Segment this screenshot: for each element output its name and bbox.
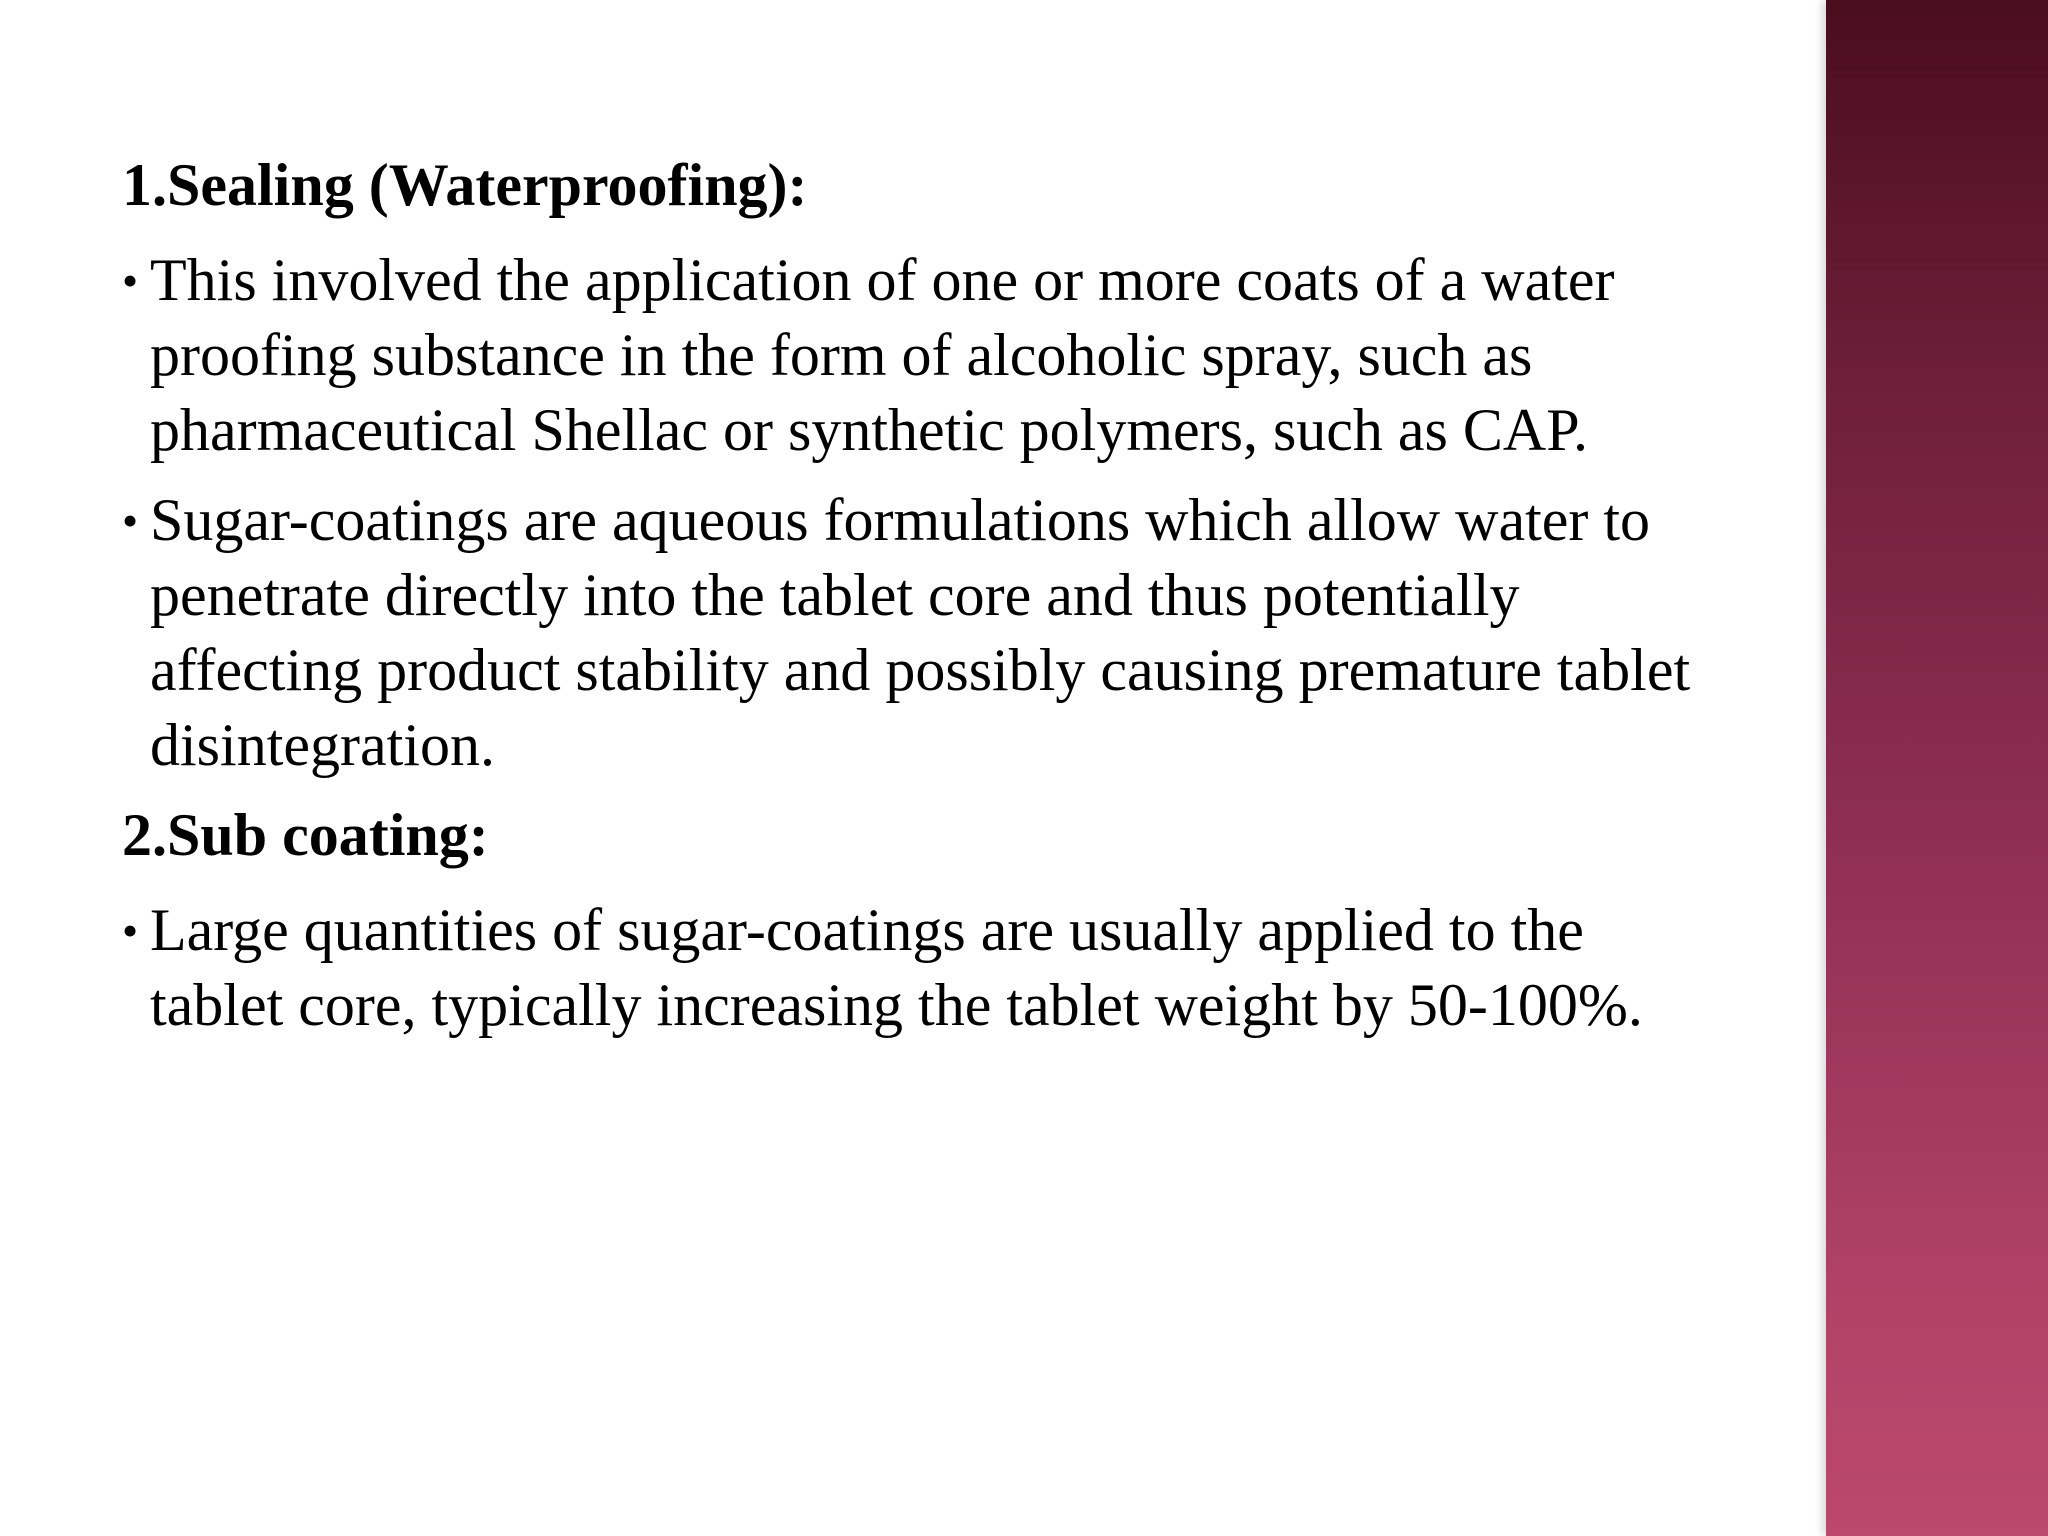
bullet-icon: • xyxy=(122,905,139,956)
bullet-item xyxy=(122,893,1702,1043)
bullet-text: Sugar-coatings are aqueous formulations which allow water to penetrate directly into the tablet core and thus potentially affecting product stability and possibly causing premature tablet disintegration. xyxy=(150,487,1691,778)
bullet-icon: • xyxy=(122,495,139,546)
bullet-icon: • xyxy=(122,255,139,306)
section-heading-sub-coating: 2.Sub coating: xyxy=(122,802,489,868)
bullet-item xyxy=(122,483,1702,783)
bullet-item xyxy=(122,243,1702,468)
bullet-text: This involved the application of one or more coats of a water proofing substance in the form of alcoholic spray, such as pharmaceutical Shellac or synthetic polymers, such as CAP. xyxy=(150,247,1615,463)
decorative-side-band xyxy=(1826,0,2048,1536)
section-heading-sealing: 1.Sealing (Waterproofing): xyxy=(122,152,808,218)
slide-content xyxy=(122,148,1702,1058)
bullet-text: Large quantities of sugar-coatings are usually applied to the tablet core, typically increasing the tablet weight by 50-100%. xyxy=(150,897,1643,1038)
